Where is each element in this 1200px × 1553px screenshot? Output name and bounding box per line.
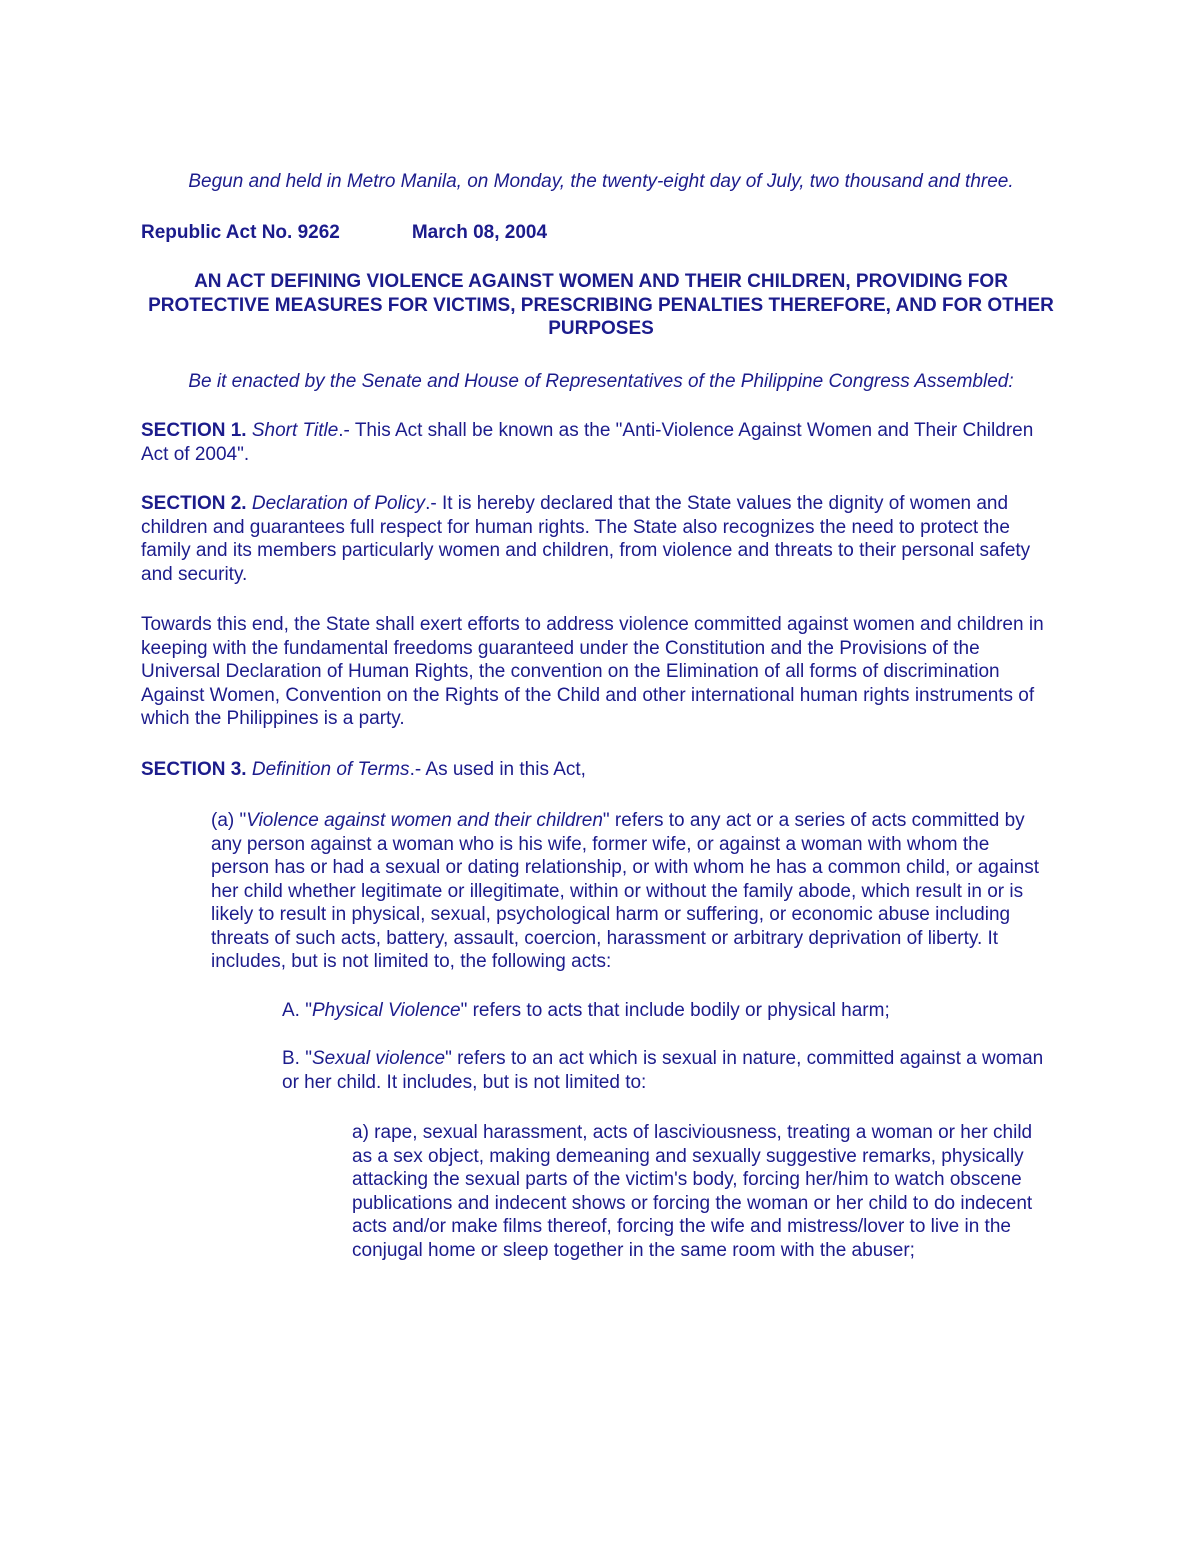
- item-A-term: Physical Violence: [311, 999, 461, 1021]
- enacting-clause: Be it enacted by the Senate and House of Representatives of the Philippine Congress Assembled:: [188, 370, 1014, 392]
- section-2-text: .- It is hereby declared that the State values the dignity of women and children and guarantees full respect for human rights. The State also recognizes the need to protect the family and its members particularly women and children, from violence and threats to their personal safety and security.: [141, 493, 1031, 585]
- section-1-text: .- This Act shall be known as the "Anti-Violence Against Women and Their Children Act of 2004".: [141, 420, 1034, 465]
- section-3-heading: SECTION 3.: [141, 758, 247, 780]
- item-B-text: " refers to an act which is sexual in nature, committed against a woman or her child. It includes, but is not limited to:: [282, 1048, 1044, 1093]
- item-B-term: Sexual violence: [311, 1048, 446, 1069]
- section-1-heading: SECTION 1.: [141, 420, 247, 441]
- section-2-heading: SECTION 2.: [141, 493, 247, 514]
- item-a-text: " refers to any act or a series of acts committed by any person against a woman who is his wife, former wife, or against a woman with whom the person has or had a sexual or dating relationship, or with whom he has a common child, or against her child whether legitimate or illegitimate, within or without the family abode, which result in or is likely to result in physical, sexual, psychological harm or suffering, or economic abuse including threats of such acts, battery, assault, coercion, harassment or arbitrary deprivation of liberty. It includes, but is not limited to, the following acts:: [211, 810, 1040, 972]
- section-2: [141, 492, 1061, 586]
- republic-act-date: March 08, 2004: [411, 221, 548, 243]
- item-B-prefix: B. ": [282, 1048, 312, 1069]
- republic-act-number: Republic Act No. 9262: [141, 221, 340, 243]
- definition-item-B: [282, 1047, 1062, 1094]
- section-3-subtitle: Definition of Terms: [251, 758, 410, 780]
- section-1: [141, 419, 1061, 466]
- opening-statement: Begun and held in Metro Manila, on Monday, the twenty-eight day of July, two thousand and three.: [188, 171, 1014, 192]
- item-A-text: " refers to acts that include bodily or physical harm;: [460, 999, 890, 1021]
- definition-item-A: [282, 999, 1062, 1023]
- section-2-paragraph-2: Towards this end, the State shall exert efforts to address violence committed against women and children in keeping with the fundamental freedoms guaranteed under the Constitution and the Provisions of the Universal Declaration of Human Rights, the convention on the Elimination of all forms of discrimination Against Women, Convention on the Rights of the Child and other international human rights instruments of which the Philippines is a party.: [141, 614, 1044, 729]
- document-page: [141, 170, 1061, 1262]
- section-3: [141, 758, 1061, 782]
- section-3-text: .- As used in this Act,: [409, 758, 586, 780]
- item-a-term: Violence against women and their children: [246, 810, 603, 831]
- section-2-subtitle: Declaration of Policy: [251, 493, 426, 514]
- section-1-subtitle: Short Title: [251, 420, 339, 441]
- definition-item-B-a: a) rape, sexual harassment, acts of lasciviousness, treating a woman or her child as a sex object, making demeaning and sexually suggestive remarks, physically attacking the sexual parts of the victim's body, forcing her/him to watch obscene publications and indecent shows or forcing the woman or her child to do indecent acts and/or make films thereof, forcing the wife and mistress/lover to live in the conjugal home or sleep together in the same room with the abuser;: [352, 1122, 1033, 1261]
- act-title: AN ACT DEFINING VIOLENCE AGAINST WOMEN AND THEIR CHILDREN, PROVIDING FOR PROTECTIVE MEASURES FOR VICTIMS, PRESCRIBING PENALTIES THEREFORE, AND FOR OTHER PURPOSES: [148, 271, 1054, 339]
- definition-item-a: [211, 809, 1051, 974]
- item-a-prefix: (a) ": [211, 810, 247, 831]
- republic-act-line: [141, 221, 1061, 245]
- item-A-prefix: A. ": [282, 999, 312, 1021]
